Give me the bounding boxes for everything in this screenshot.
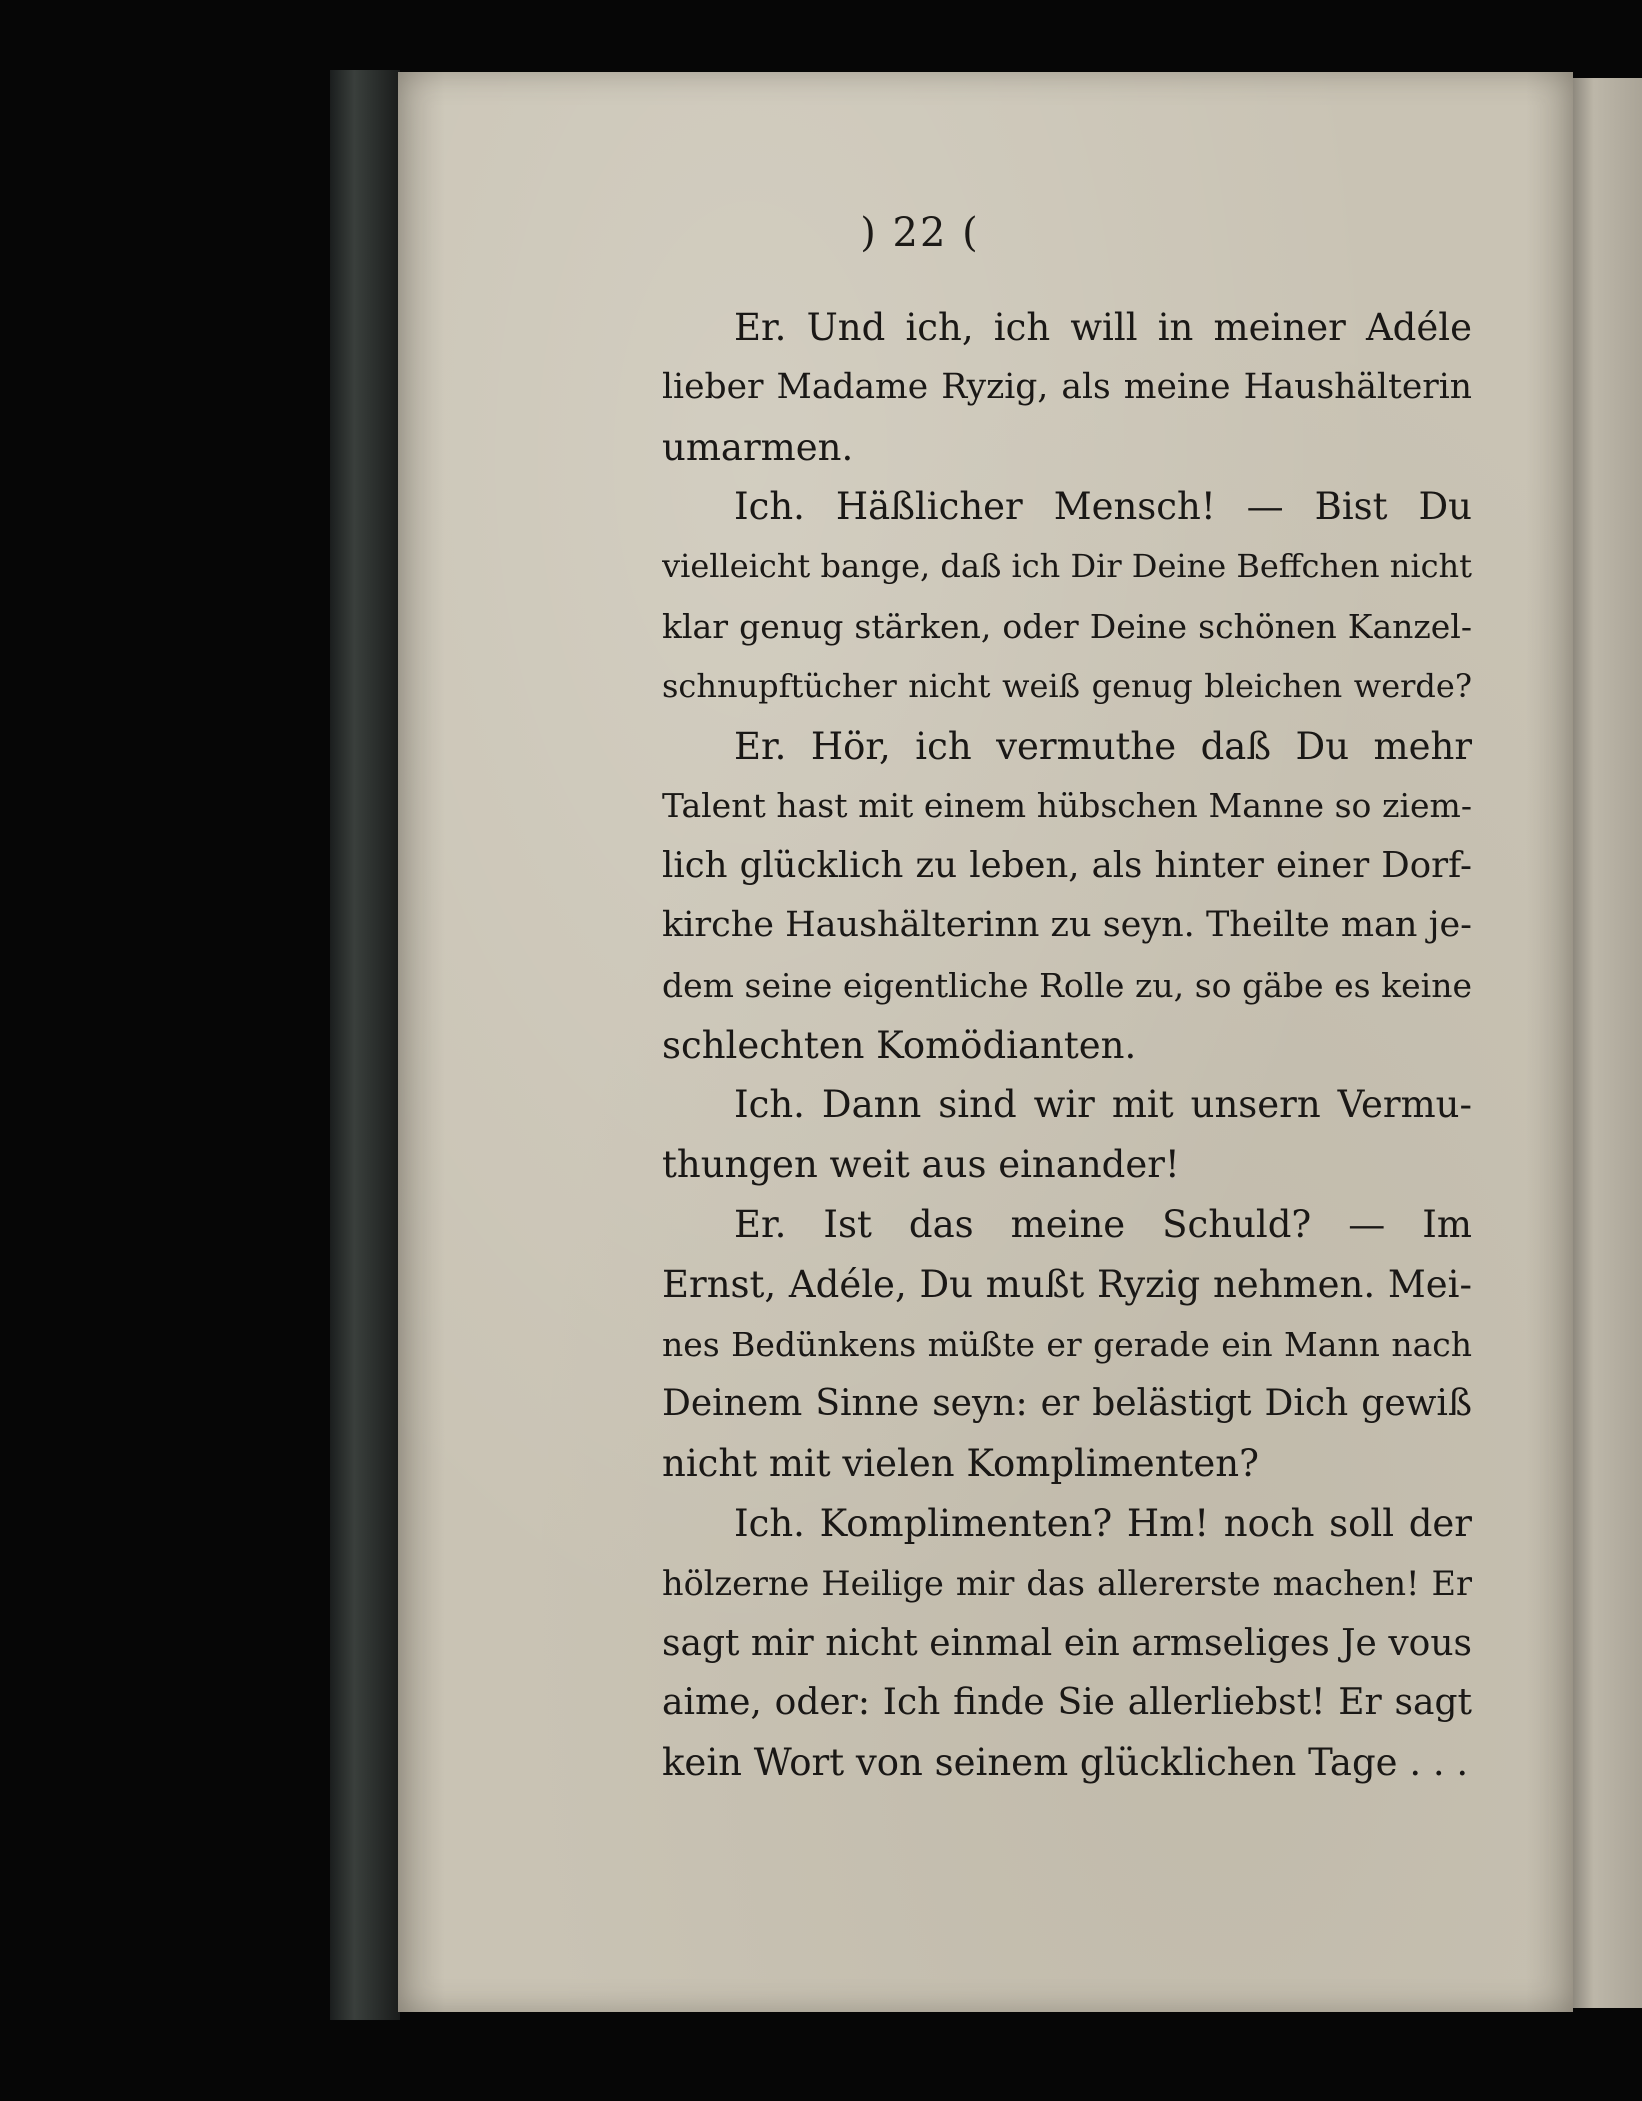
text-line: schlechten Komödianten. xyxy=(662,1023,1137,1067)
text-line: Deinem Sinne seyn: er belästigt Dich gewiß xyxy=(662,1383,1472,1425)
book-spine xyxy=(330,70,400,2020)
text-line: aime, oder: Ich finde Sie allerliebst! Er sagt xyxy=(662,1682,1472,1724)
text-line: dem seine eigentliche Rolle zu, so gäbe es keine xyxy=(662,965,1472,1005)
text-line: sagt mir nicht einmal ein armseliges Je vous xyxy=(662,1622,1472,1664)
text-line: hölzerne Heilige mir das allererste machen! Er xyxy=(662,1563,1472,1603)
text-line: nes Bedünkens müßte er gerade ein Mann nach xyxy=(662,1324,1472,1364)
page-text xyxy=(662,298,1472,1793)
text-line: kirche Haushälterinn zu seyn. Theilte man je- xyxy=(662,904,1472,945)
text-line: vielleicht bange, daß ich Dir Deine Beffchen nicht xyxy=(662,547,1472,586)
text-line: Talent hast mit einem hübschen Manne so ziem- xyxy=(662,786,1472,826)
text-line: kein Wort von seinem glücklichen Tage . . . xyxy=(662,1741,1469,1785)
text-line: lich glücklich zu leben, als hinter einer Dorf- xyxy=(662,845,1472,887)
text-line: umarmen. xyxy=(662,425,854,469)
text-line: schnupftücher nicht weiß genug bleichen werde? xyxy=(662,666,1472,705)
text-line: Er. Hör, ich vermuthe daß Du mehr xyxy=(734,724,1472,768)
text-line: klar genug stärken, oder Deine schönen Kanzel- xyxy=(662,606,1472,646)
text-line: Er. Und ich, ich will in meiner Adéle xyxy=(734,306,1472,349)
text-line: thungen weit aus einander! xyxy=(662,1143,1180,1187)
text-line: Ich. Dann sind wir mit unsern Vermu- xyxy=(734,1083,1472,1127)
text-line: lieber Madame Ryzig, als meine Haushälterin xyxy=(662,366,1472,407)
next-page-edge xyxy=(1573,78,1642,2008)
text-line: Ich. Komplimenten? Hm! noch soll der xyxy=(734,1501,1472,1545)
page-number: ) 22 ( xyxy=(860,210,980,256)
text-line: nicht mit vielen Komplimenten? xyxy=(662,1442,1259,1486)
text-line: Ich. Häßlicher Mensch! — Bist Du xyxy=(734,485,1472,529)
text-line: Ernst, Adéle, Du mußt Ryzig nehmen. Mei- xyxy=(662,1262,1472,1306)
text-line: Er. Ist das meine Schuld? — Im xyxy=(734,1202,1472,1246)
